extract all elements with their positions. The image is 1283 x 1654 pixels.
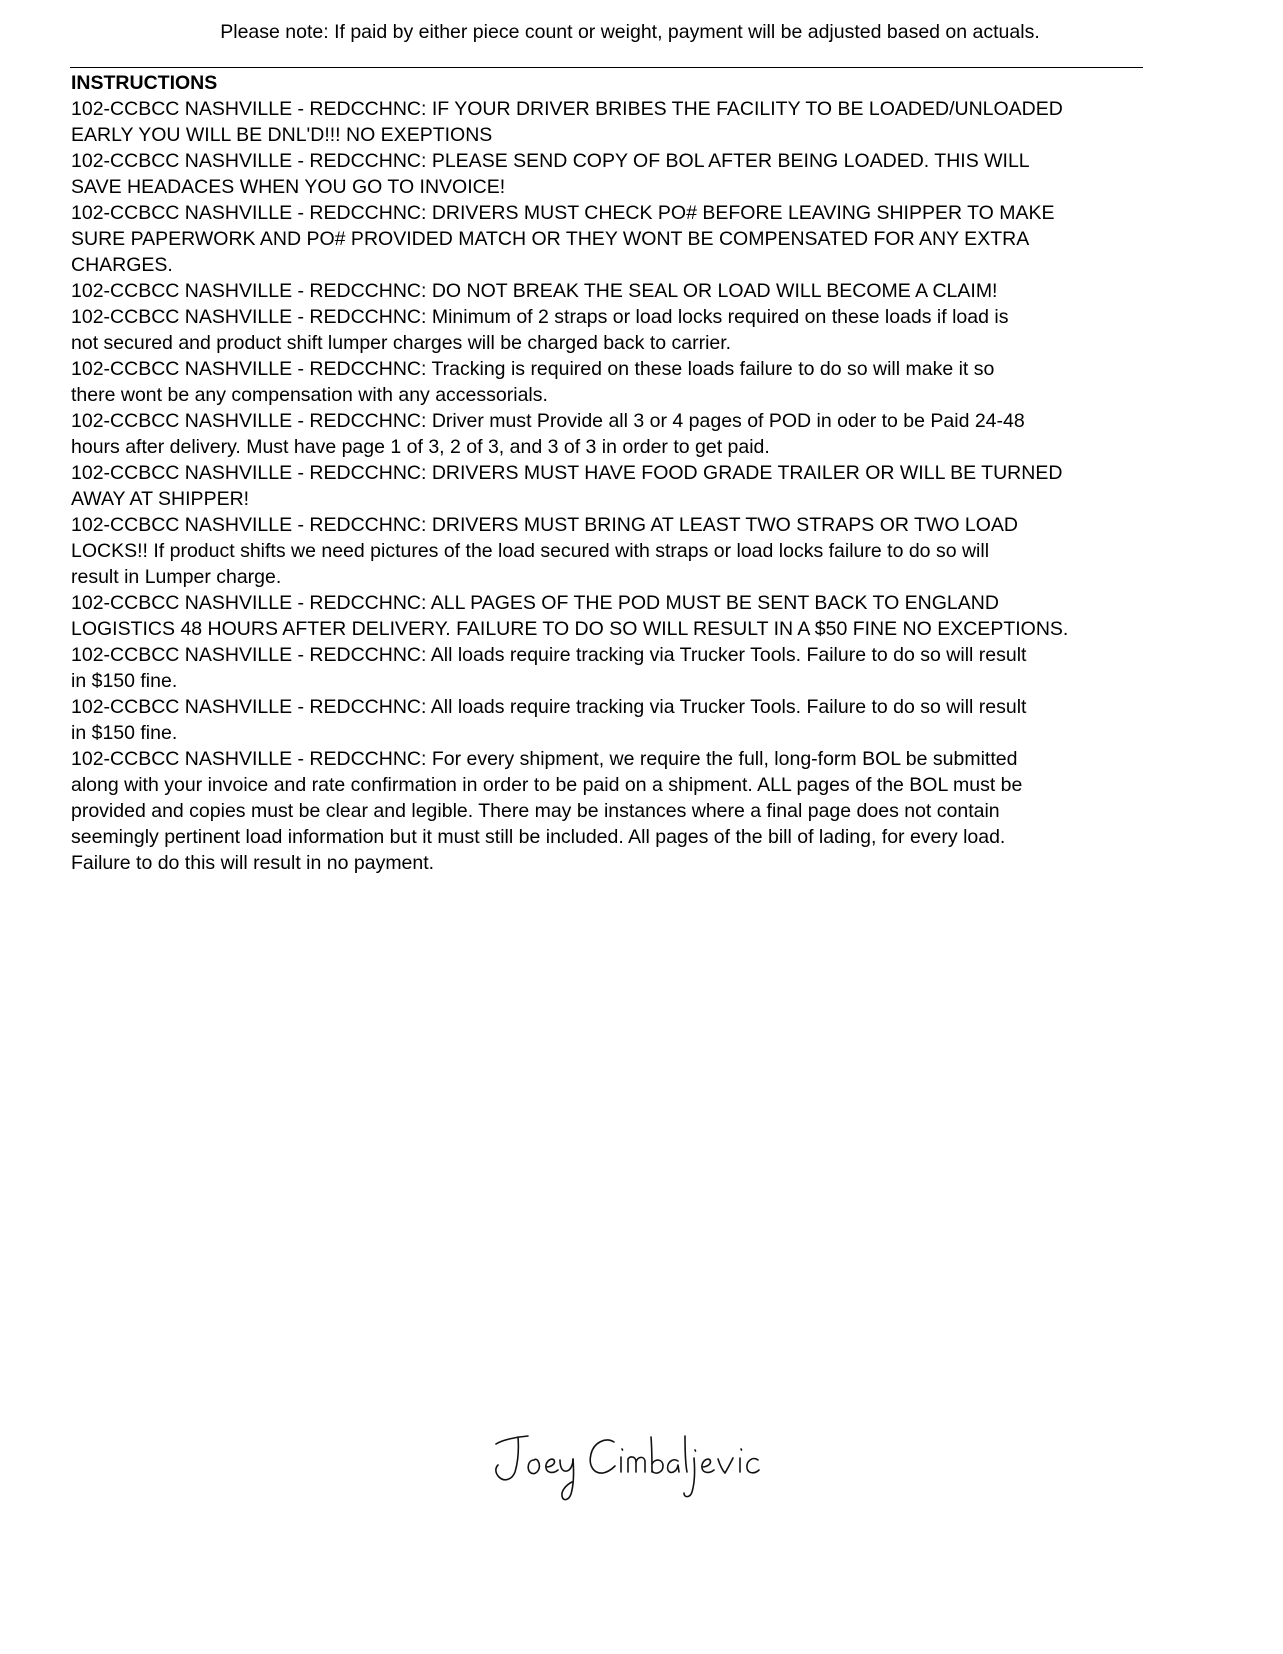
- instruction-line: along with your invoice and rate confirmation in order to be paid on a shipment. ALL pages of the BOL must be: [71, 774, 1023, 796]
- instruction-line: 102-CCBCC NASHVILLE - REDCCHNC: ALL PAGES OF THE POD MUST BE SENT BACK TO ENGLAND: [71, 592, 999, 614]
- instruction-line: CHARGES.: [71, 254, 173, 276]
- divider-line: [70, 67, 1143, 68]
- instruction-line: 102-CCBCC NASHVILLE - REDCCHNC: All loads require tracking via Trucker Tools. Failure to do so will result: [71, 696, 1027, 718]
- instruction-line: 102-CCBCC NASHVILLE - REDCCHNC: DO NOT BREAK THE SEAL OR LOAD WILL BECOME A CLAIM!: [71, 280, 998, 302]
- payment-note: Please note: If paid by either piece count or weight, payment will be adjusted based on actuals.: [220, 21, 1040, 43]
- instruction-line: EARLY YOU WILL BE DNL'D!!! NO EXEPTIONS: [71, 124, 493, 146]
- instruction-line: 102-CCBCC NASHVILLE - REDCCHNC: DRIVERS MUST BRING AT LEAST TWO STRAPS OR TWO LOAD: [71, 514, 1019, 536]
- instruction-line: not secured and product shift lumper charges will be charged back to carrier.: [71, 332, 732, 354]
- instructions-section: [71, 70, 1246, 876]
- instruction-line: 102-CCBCC NASHVILLE - REDCCHNC: PLEASE SEND COPY OF BOL AFTER BEING LOADED. THIS WILL: [71, 150, 1030, 172]
- instruction-line: result in Lumper charge.: [71, 566, 282, 588]
- instruction-line: 102-CCBCC NASHVILLE - REDCCHNC: Minimum of 2 straps or load locks required on these loads if load is: [71, 306, 1009, 328]
- instruction-line: 102-CCBCC NASHVILLE - REDCCHNC: DRIVERS MUST CHECK PO# BEFORE LEAVING SHIPPER TO MAKE: [71, 202, 1055, 224]
- instruction-line: 102-CCBCC NASHVILLE - REDCCHNC: IF YOUR DRIVER BRIBES THE FACILITY TO BE LOADED/UNLOADED: [71, 98, 1063, 120]
- instruction-line: 102-CCBCC NASHVILLE - REDCCHNC: For every shipment, we require the full, long-form BOL be submitted: [71, 748, 1018, 770]
- instruction-line: in $150 fine.: [71, 670, 178, 692]
- instruction-line: Failure to do this will result in no payment.: [71, 852, 435, 874]
- instruction-line: in $150 fine.: [71, 722, 178, 744]
- instruction-line: 102-CCBCC NASHVILLE - REDCCHNC: Tracking is required on these loads failure to do so will make it so: [71, 358, 995, 380]
- instruction-line: AWAY AT SHIPPER!: [71, 488, 250, 510]
- instruction-line: there wont be any compensation with any accessorials.: [71, 384, 548, 406]
- instruction-line: SURE PAPERWORK AND PO# PROVIDED MATCH OR THEY WONT BE COMPENSATED FOR ANY EXTRA: [71, 228, 1030, 250]
- instructions-heading: INSTRUCTIONS: [71, 72, 218, 94]
- instruction-line: LOCKS!! If product shifts we need pictures of the load secured with straps or load locks failure to do so will: [71, 540, 990, 562]
- instruction-line: provided and copies must be clear and legible. There may be instances where a final page does not contain: [71, 800, 1000, 822]
- instruction-line: 102-CCBCC NASHVILLE - REDCCHNC: DRIVERS MUST HAVE FOOD GRADE TRAILER OR WILL BE TURNED: [71, 462, 1063, 484]
- instruction-line: hours after delivery. Must have page 1 of 3, 2 of 3, and 3 of 3 in order to get paid.: [71, 436, 770, 458]
- instruction-line: LOGISTICS 48 HOURS AFTER DELIVERY. FAILURE TO DO SO WILL RESULT IN A $50 FINE NO EXCEPTIONS.: [71, 618, 1069, 640]
- instruction-line: 102-CCBCC NASHVILLE - REDCCHNC: All loads require tracking via Trucker Tools. Failure to do so will result: [71, 644, 1027, 666]
- instruction-line: SAVE HEADACES WHEN YOU GO TO INVOICE!: [71, 176, 506, 198]
- instruction-line: seemingly pertinent load information but it must still be included. All pages of the bill of lading, for every load.: [71, 826, 1006, 848]
- instruction-line: 102-CCBCC NASHVILLE - REDCCHNC: Driver must Provide all 3 or 4 pages of POD in oder to be Paid 24-48: [71, 410, 1025, 432]
- handwritten-signature: [488, 1422, 818, 1512]
